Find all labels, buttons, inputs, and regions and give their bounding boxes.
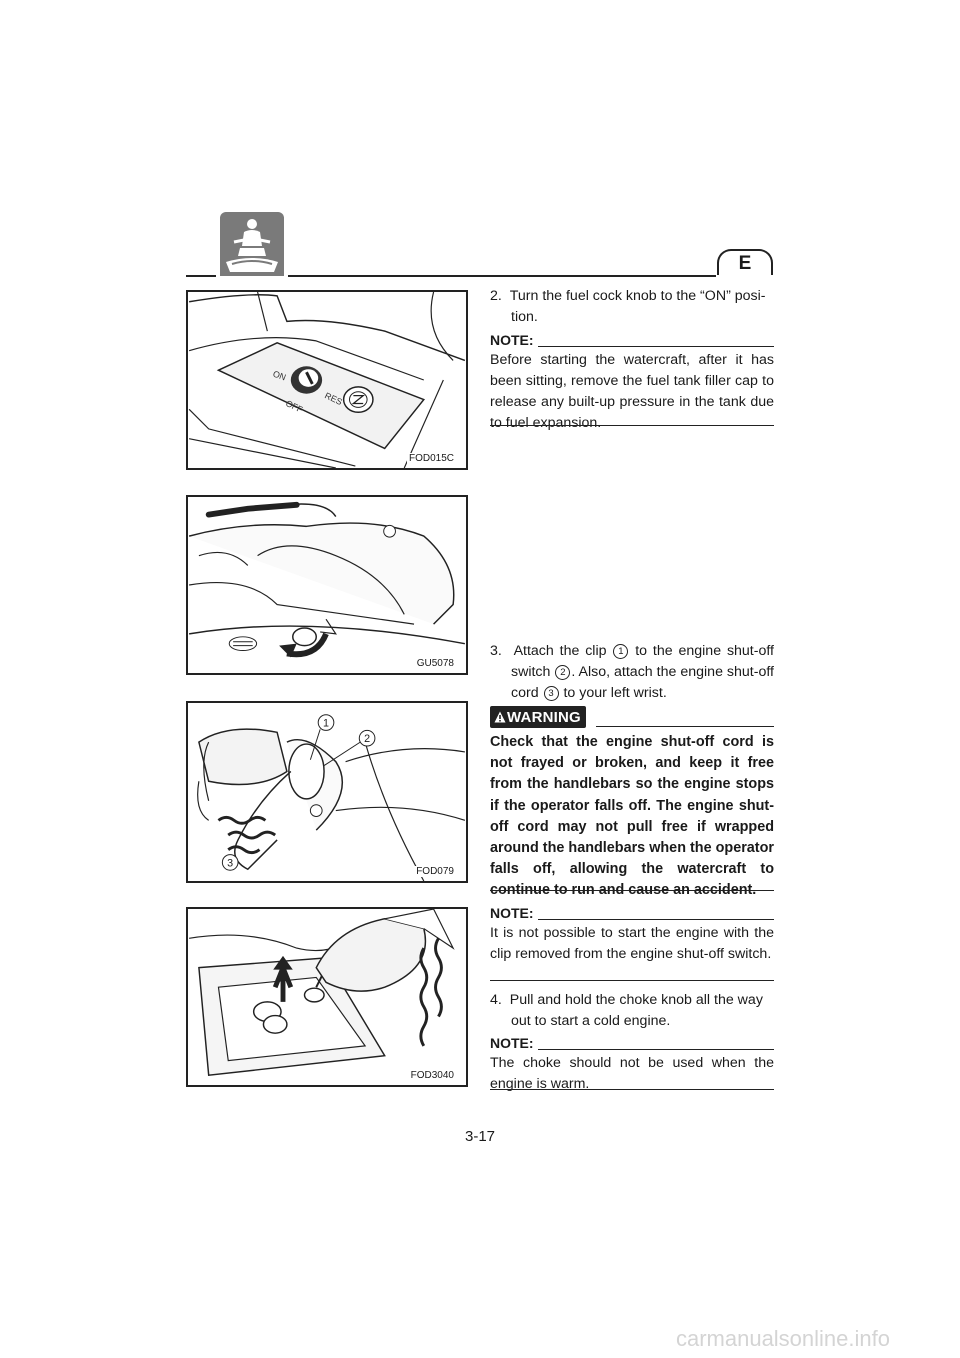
watercraft-rider-icon [220,212,284,276]
warning-triangle-icon [494,711,506,723]
figure-fuel-cock [186,290,468,470]
note-end-rule [490,425,774,426]
note-label: NOTE: [490,332,534,348]
step-text-part: . Also, attach the engine shut-off cord [511,664,774,701]
callout-2: 2 [364,733,371,746]
label-res: RES [323,390,344,408]
figure-code: FOD079 [416,866,454,877]
page-number: 3-17 [464,1128,496,1145]
note-text: Before starting the watercraft, after it has been sitting, remove the fuel tank filler cap to release any built-up pressure in the tank due to fuel expansion. [490,352,774,431]
note-label: NOTE: [490,1035,534,1051]
cock-location-illustration [188,497,466,673]
note-heading [490,903,774,923]
choke-knob-illustration [188,909,466,1085]
step-text: Pull and hold the choke knob all the way out to start a cold engine. [509,992,763,1029]
figure-code: GU5078 [416,658,454,669]
callout-ref: 1 [613,644,628,659]
figure-code: FOD3040 [410,1070,454,1081]
figure-code: FOD015C [408,453,454,464]
figure-cock-location [186,495,468,675]
note-end-rule [490,1089,774,1090]
warning-heading [490,706,774,728]
callout-3: 3 [227,857,234,870]
warning-label: WARNING [490,706,586,728]
watermark: carmanualsonline.info [675,1326,890,1351]
step-text-part: to the engine shut-off switch [511,643,774,680]
language-badge: E [717,249,773,275]
figure-shutoff-switch [186,701,468,883]
callout-ref: 2 [555,665,570,680]
label-on: ON [271,368,288,383]
note-heading [490,1033,774,1053]
step-3 [490,641,774,704]
callout-ref: 3 [544,686,559,701]
fuel-cock-illustration [188,292,466,468]
step-number: 2. [490,288,502,304]
step-number: 3. [490,643,502,659]
step-number: 4. [490,992,502,1008]
figure-choke-knob [186,907,468,1087]
note-label: NOTE: [490,905,534,921]
note-text: It is not possible to start the engine with the clip removed from the engine shut-off switch. [490,925,774,962]
header-rule-right [288,275,716,277]
warning-text: Check that the engine shut-off cord is not frayed or broken, and keep it free from the handlebars so the engine stops if the operator falls off. The engine shut-off cord may not pull free if wrapped around the handlebars when the operator falls off, allowing the watercraft to continue to run and cause an accident. [490,734,774,899]
header-rule-left [186,275,216,277]
step-2 [490,286,774,328]
shutoff-switch-illustration [188,703,466,881]
step-text: Turn the fuel cock knob to the “ON” posi-tion. [509,288,766,325]
step-text-part: to your left wrist. [559,685,667,701]
warning-end-rule [490,890,774,891]
note-text: The choke should not be used when the engine is warm. [490,1055,774,1092]
step-text-part: Attach the clip [513,643,613,659]
label-off: OFF [284,398,305,415]
step-4 [490,990,774,1032]
callout-1: 1 [323,717,330,730]
note-end-rule [490,980,774,981]
note-heading [490,330,774,350]
